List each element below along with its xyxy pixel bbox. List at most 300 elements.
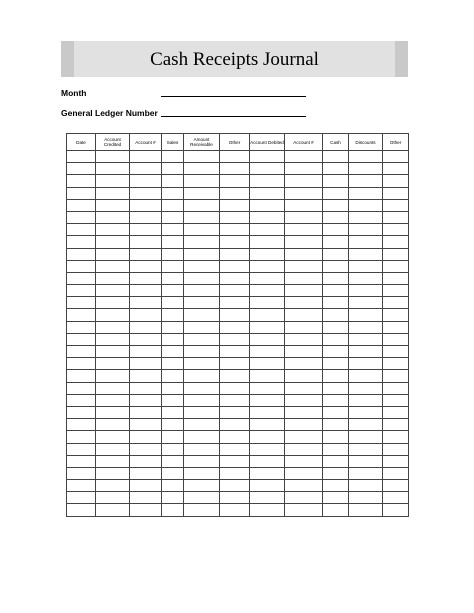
table-cell[interactable] [323, 309, 349, 321]
table-cell[interactable] [67, 480, 96, 492]
table-cell[interactable] [184, 443, 220, 455]
table-cell[interactable] [220, 175, 250, 187]
table-cell[interactable] [130, 480, 162, 492]
table-cell[interactable] [349, 394, 383, 406]
table-cell[interactable] [383, 309, 409, 321]
table-cell[interactable] [67, 163, 96, 175]
table-cell[interactable] [285, 346, 323, 358]
table-cell[interactable] [250, 297, 285, 309]
table-cell[interactable] [250, 321, 285, 333]
table-cell[interactable] [285, 321, 323, 333]
table-cell[interactable] [184, 297, 220, 309]
table-cell[interactable] [67, 419, 96, 431]
table-cell[interactable] [67, 199, 96, 211]
table-cell[interactable] [220, 285, 250, 297]
table-cell[interactable] [349, 260, 383, 272]
table-cell[interactable] [184, 224, 220, 236]
table-cell[interactable] [67, 504, 96, 516]
table-cell[interactable] [96, 187, 130, 199]
table-cell[interactable] [130, 199, 162, 211]
table-cell[interactable] [130, 467, 162, 479]
table-cell[interactable] [162, 309, 184, 321]
table-cell[interactable] [220, 187, 250, 199]
table-cell[interactable] [250, 455, 285, 467]
table-cell[interactable] [383, 431, 409, 443]
table-cell[interactable] [349, 211, 383, 223]
table-cell[interactable] [162, 480, 184, 492]
table-cell[interactable] [349, 406, 383, 418]
table-cell[interactable] [220, 199, 250, 211]
table-cell[interactable] [250, 163, 285, 175]
table-cell[interactable] [285, 370, 323, 382]
table-cell[interactable] [67, 224, 96, 236]
table-cell[interactable] [323, 480, 349, 492]
table-cell[interactable] [96, 382, 130, 394]
table-cell[interactable] [67, 309, 96, 321]
table-cell[interactable] [184, 431, 220, 443]
table-cell[interactable] [184, 358, 220, 370]
table-cell[interactable] [383, 175, 409, 187]
table-cell[interactable] [285, 163, 323, 175]
table-cell[interactable] [323, 272, 349, 284]
table-cell[interactable] [67, 370, 96, 382]
table-cell[interactable] [162, 321, 184, 333]
table-cell[interactable] [162, 406, 184, 418]
table-cell[interactable] [184, 309, 220, 321]
table-cell[interactable] [130, 333, 162, 345]
table-cell[interactable] [383, 455, 409, 467]
table-cell[interactable] [130, 163, 162, 175]
table-cell[interactable] [67, 492, 96, 504]
table-cell[interactable] [184, 151, 220, 163]
table-cell[interactable] [220, 443, 250, 455]
table-cell[interactable] [67, 151, 96, 163]
table-cell[interactable] [323, 419, 349, 431]
table-cell[interactable] [130, 370, 162, 382]
table-cell[interactable] [349, 333, 383, 345]
table-cell[interactable] [285, 443, 323, 455]
table-cell[interactable] [162, 236, 184, 248]
table-cell[interactable] [285, 419, 323, 431]
table-cell[interactable] [285, 333, 323, 345]
table-cell[interactable] [285, 297, 323, 309]
table-cell[interactable] [184, 285, 220, 297]
table-cell[interactable] [96, 333, 130, 345]
table-cell[interactable] [67, 382, 96, 394]
table-cell[interactable] [162, 175, 184, 187]
table-cell[interactable] [130, 236, 162, 248]
table-cell[interactable] [323, 443, 349, 455]
table-cell[interactable] [96, 309, 130, 321]
table-cell[interactable] [250, 187, 285, 199]
table-cell[interactable] [323, 382, 349, 394]
table-cell[interactable] [220, 211, 250, 223]
table-cell[interactable] [162, 382, 184, 394]
table-cell[interactable] [162, 370, 184, 382]
table-cell[interactable] [250, 309, 285, 321]
table-cell[interactable] [323, 492, 349, 504]
table-cell[interactable] [250, 504, 285, 516]
table-cell[interactable] [383, 382, 409, 394]
table-cell[interactable] [285, 455, 323, 467]
table-cell[interactable] [184, 175, 220, 187]
table-cell[interactable] [323, 504, 349, 516]
table-cell[interactable] [162, 211, 184, 223]
table-cell[interactable] [323, 358, 349, 370]
table-cell[interactable] [250, 480, 285, 492]
table-cell[interactable] [285, 199, 323, 211]
table-cell[interactable] [250, 346, 285, 358]
table-cell[interactable] [285, 187, 323, 199]
table-cell[interactable] [130, 492, 162, 504]
table-cell[interactable] [96, 480, 130, 492]
table-cell[interactable] [323, 297, 349, 309]
table-cell[interactable] [67, 394, 96, 406]
table-cell[interactable] [383, 248, 409, 260]
table-cell[interactable] [383, 151, 409, 163]
table-cell[interactable] [220, 224, 250, 236]
table-cell[interactable] [323, 467, 349, 479]
table-cell[interactable] [184, 419, 220, 431]
table-cell[interactable] [220, 406, 250, 418]
table-cell[interactable] [67, 175, 96, 187]
table-cell[interactable] [130, 321, 162, 333]
table-cell[interactable] [96, 260, 130, 272]
table-cell[interactable] [220, 309, 250, 321]
table-cell[interactable] [250, 211, 285, 223]
table-cell[interactable] [220, 504, 250, 516]
table-cell[interactable] [220, 358, 250, 370]
table-cell[interactable] [250, 224, 285, 236]
table-cell[interactable] [96, 236, 130, 248]
table-cell[interactable] [184, 394, 220, 406]
table-cell[interactable] [67, 285, 96, 297]
table-cell[interactable] [285, 480, 323, 492]
table-cell[interactable] [130, 285, 162, 297]
table-cell[interactable] [349, 187, 383, 199]
table-cell[interactable] [349, 492, 383, 504]
table-cell[interactable] [67, 443, 96, 455]
table-cell[interactable] [383, 346, 409, 358]
table-cell[interactable] [349, 346, 383, 358]
table-cell[interactable] [96, 321, 130, 333]
table-cell[interactable] [323, 394, 349, 406]
table-cell[interactable] [349, 309, 383, 321]
table-cell[interactable] [184, 492, 220, 504]
table-cell[interactable] [184, 504, 220, 516]
table-cell[interactable] [285, 309, 323, 321]
table-cell[interactable] [383, 333, 409, 345]
table-cell[interactable] [184, 346, 220, 358]
table-cell[interactable] [162, 492, 184, 504]
table-cell[interactable] [349, 175, 383, 187]
table-cell[interactable] [96, 467, 130, 479]
table-cell[interactable] [349, 455, 383, 467]
table-cell[interactable] [184, 370, 220, 382]
table-cell[interactable] [323, 321, 349, 333]
table-cell[interactable] [96, 419, 130, 431]
table-cell[interactable] [162, 163, 184, 175]
table-cell[interactable] [383, 394, 409, 406]
table-cell[interactable] [383, 443, 409, 455]
month-field[interactable] [161, 96, 306, 97]
table-cell[interactable] [130, 187, 162, 199]
table-cell[interactable] [250, 285, 285, 297]
table-cell[interactable] [349, 285, 383, 297]
table-cell[interactable] [250, 236, 285, 248]
table-cell[interactable] [96, 199, 130, 211]
table-cell[interactable] [285, 248, 323, 260]
table-cell[interactable] [96, 224, 130, 236]
table-cell[interactable] [130, 431, 162, 443]
table-cell[interactable] [184, 260, 220, 272]
table-cell[interactable] [383, 467, 409, 479]
table-cell[interactable] [285, 406, 323, 418]
table-cell[interactable] [96, 211, 130, 223]
table-cell[interactable] [162, 151, 184, 163]
table-cell[interactable] [220, 260, 250, 272]
table-cell[interactable] [383, 236, 409, 248]
table-cell[interactable] [162, 346, 184, 358]
table-cell[interactable] [383, 199, 409, 211]
table-cell[interactable] [323, 187, 349, 199]
table-cell[interactable] [349, 419, 383, 431]
table-cell[interactable] [184, 236, 220, 248]
table-cell[interactable] [67, 272, 96, 284]
table-cell[interactable] [349, 370, 383, 382]
table-cell[interactable] [220, 151, 250, 163]
table-cell[interactable] [96, 346, 130, 358]
table-cell[interactable] [130, 175, 162, 187]
table-cell[interactable] [323, 199, 349, 211]
table-cell[interactable] [383, 419, 409, 431]
table-cell[interactable] [67, 236, 96, 248]
table-cell[interactable] [383, 370, 409, 382]
table-cell[interactable] [130, 406, 162, 418]
table-cell[interactable] [96, 394, 130, 406]
table-cell[interactable] [383, 163, 409, 175]
table-cell[interactable] [383, 285, 409, 297]
table-cell[interactable] [96, 455, 130, 467]
table-cell[interactable] [349, 248, 383, 260]
table-cell[interactable] [130, 260, 162, 272]
table-cell[interactable] [162, 504, 184, 516]
table-cell[interactable] [162, 260, 184, 272]
table-cell[interactable] [383, 321, 409, 333]
table-cell[interactable] [349, 236, 383, 248]
table-cell[interactable] [220, 163, 250, 175]
table-cell[interactable] [162, 455, 184, 467]
table-cell[interactable] [349, 504, 383, 516]
table-cell[interactable] [184, 455, 220, 467]
table-cell[interactable] [383, 260, 409, 272]
table-cell[interactable] [220, 236, 250, 248]
table-cell[interactable] [323, 455, 349, 467]
table-cell[interactable] [250, 272, 285, 284]
table-cell[interactable] [349, 480, 383, 492]
table-cell[interactable] [220, 492, 250, 504]
table-cell[interactable] [250, 443, 285, 455]
table-cell[interactable] [96, 272, 130, 284]
table-cell[interactable] [130, 504, 162, 516]
table-cell[interactable] [130, 272, 162, 284]
table-cell[interactable] [67, 346, 96, 358]
table-cell[interactable] [220, 431, 250, 443]
table-cell[interactable] [250, 382, 285, 394]
table-cell[interactable] [285, 431, 323, 443]
table-cell[interactable] [130, 358, 162, 370]
table-cell[interactable] [323, 260, 349, 272]
table-cell[interactable] [323, 431, 349, 443]
table-cell[interactable] [162, 419, 184, 431]
table-cell[interactable] [67, 297, 96, 309]
table-cell[interactable] [250, 151, 285, 163]
table-cell[interactable] [96, 406, 130, 418]
table-cell[interactable] [250, 467, 285, 479]
table-cell[interactable] [67, 248, 96, 260]
table-cell[interactable] [285, 492, 323, 504]
table-cell[interactable] [383, 224, 409, 236]
table-cell[interactable] [323, 163, 349, 175]
table-cell[interactable] [162, 431, 184, 443]
table-cell[interactable] [250, 248, 285, 260]
table-cell[interactable] [383, 406, 409, 418]
table-cell[interactable] [130, 224, 162, 236]
table-cell[interactable] [96, 492, 130, 504]
table-cell[interactable] [130, 394, 162, 406]
table-cell[interactable] [162, 333, 184, 345]
table-cell[interactable] [220, 272, 250, 284]
table-cell[interactable] [67, 321, 96, 333]
table-cell[interactable] [96, 370, 130, 382]
table-cell[interactable] [96, 297, 130, 309]
table-cell[interactable] [349, 151, 383, 163]
table-cell[interactable] [323, 211, 349, 223]
table-cell[interactable] [349, 272, 383, 284]
table-cell[interactable] [96, 175, 130, 187]
table-cell[interactable] [220, 394, 250, 406]
table-cell[interactable] [96, 504, 130, 516]
table-cell[interactable] [250, 419, 285, 431]
table-cell[interactable] [250, 394, 285, 406]
table-cell[interactable] [220, 346, 250, 358]
table-cell[interactable] [184, 211, 220, 223]
table-cell[interactable] [349, 358, 383, 370]
table-cell[interactable] [285, 236, 323, 248]
table-cell[interactable] [96, 285, 130, 297]
table-cell[interactable] [220, 248, 250, 260]
table-cell[interactable] [184, 248, 220, 260]
table-cell[interactable] [184, 333, 220, 345]
table-cell[interactable] [96, 431, 130, 443]
table-cell[interactable] [162, 358, 184, 370]
table-cell[interactable] [285, 260, 323, 272]
table-cell[interactable] [220, 419, 250, 431]
table-cell[interactable] [383, 187, 409, 199]
table-cell[interactable] [285, 504, 323, 516]
table-cell[interactable] [162, 443, 184, 455]
table-cell[interactable] [323, 333, 349, 345]
table-cell[interactable] [130, 248, 162, 260]
table-cell[interactable] [285, 382, 323, 394]
table-cell[interactable] [349, 163, 383, 175]
table-cell[interactable] [285, 285, 323, 297]
table-cell[interactable] [383, 297, 409, 309]
table-cell[interactable] [285, 175, 323, 187]
table-cell[interactable] [285, 151, 323, 163]
table-cell[interactable] [162, 224, 184, 236]
table-cell[interactable] [130, 211, 162, 223]
table-cell[interactable] [349, 431, 383, 443]
table-cell[interactable] [130, 382, 162, 394]
table-cell[interactable] [67, 260, 96, 272]
table-cell[interactable] [383, 492, 409, 504]
table-cell[interactable] [323, 224, 349, 236]
table-cell[interactable] [162, 272, 184, 284]
table-cell[interactable] [285, 211, 323, 223]
table-cell[interactable] [220, 333, 250, 345]
table-cell[interactable] [130, 151, 162, 163]
table-cell[interactable] [67, 455, 96, 467]
table-cell[interactable] [285, 272, 323, 284]
table-cell[interactable] [184, 163, 220, 175]
table-cell[interactable] [323, 285, 349, 297]
table-cell[interactable] [383, 480, 409, 492]
table-cell[interactable] [130, 309, 162, 321]
table-cell[interactable] [383, 272, 409, 284]
table-cell[interactable] [162, 199, 184, 211]
table-cell[interactable] [162, 248, 184, 260]
table-cell[interactable] [250, 370, 285, 382]
table-cell[interactable] [67, 358, 96, 370]
general-ledger-number-field[interactable] [161, 116, 306, 117]
table-cell[interactable] [323, 248, 349, 260]
table-cell[interactable] [130, 297, 162, 309]
table-cell[interactable] [184, 187, 220, 199]
table-cell[interactable] [323, 151, 349, 163]
table-cell[interactable] [162, 285, 184, 297]
table-cell[interactable] [220, 382, 250, 394]
table-cell[interactable] [285, 394, 323, 406]
table-cell[interactable] [220, 480, 250, 492]
table-cell[interactable] [323, 406, 349, 418]
table-cell[interactable] [383, 358, 409, 370]
table-cell[interactable] [130, 346, 162, 358]
table-cell[interactable] [220, 321, 250, 333]
table-cell[interactable] [184, 272, 220, 284]
table-cell[interactable] [96, 443, 130, 455]
table-cell[interactable] [250, 358, 285, 370]
table-cell[interactable] [250, 260, 285, 272]
table-cell[interactable] [250, 492, 285, 504]
table-cell[interactable] [130, 419, 162, 431]
table-cell[interactable] [184, 406, 220, 418]
table-cell[interactable] [250, 175, 285, 187]
table-cell[interactable] [67, 431, 96, 443]
table-cell[interactable] [67, 333, 96, 345]
table-cell[interactable] [220, 455, 250, 467]
table-cell[interactable] [349, 443, 383, 455]
table-cell[interactable] [349, 321, 383, 333]
table-cell[interactable] [220, 297, 250, 309]
table-cell[interactable] [130, 455, 162, 467]
table-cell[interactable] [162, 467, 184, 479]
table-cell[interactable] [383, 211, 409, 223]
table-cell[interactable] [96, 248, 130, 260]
table-cell[interactable] [96, 358, 130, 370]
table-cell[interactable] [184, 382, 220, 394]
table-cell[interactable] [67, 187, 96, 199]
